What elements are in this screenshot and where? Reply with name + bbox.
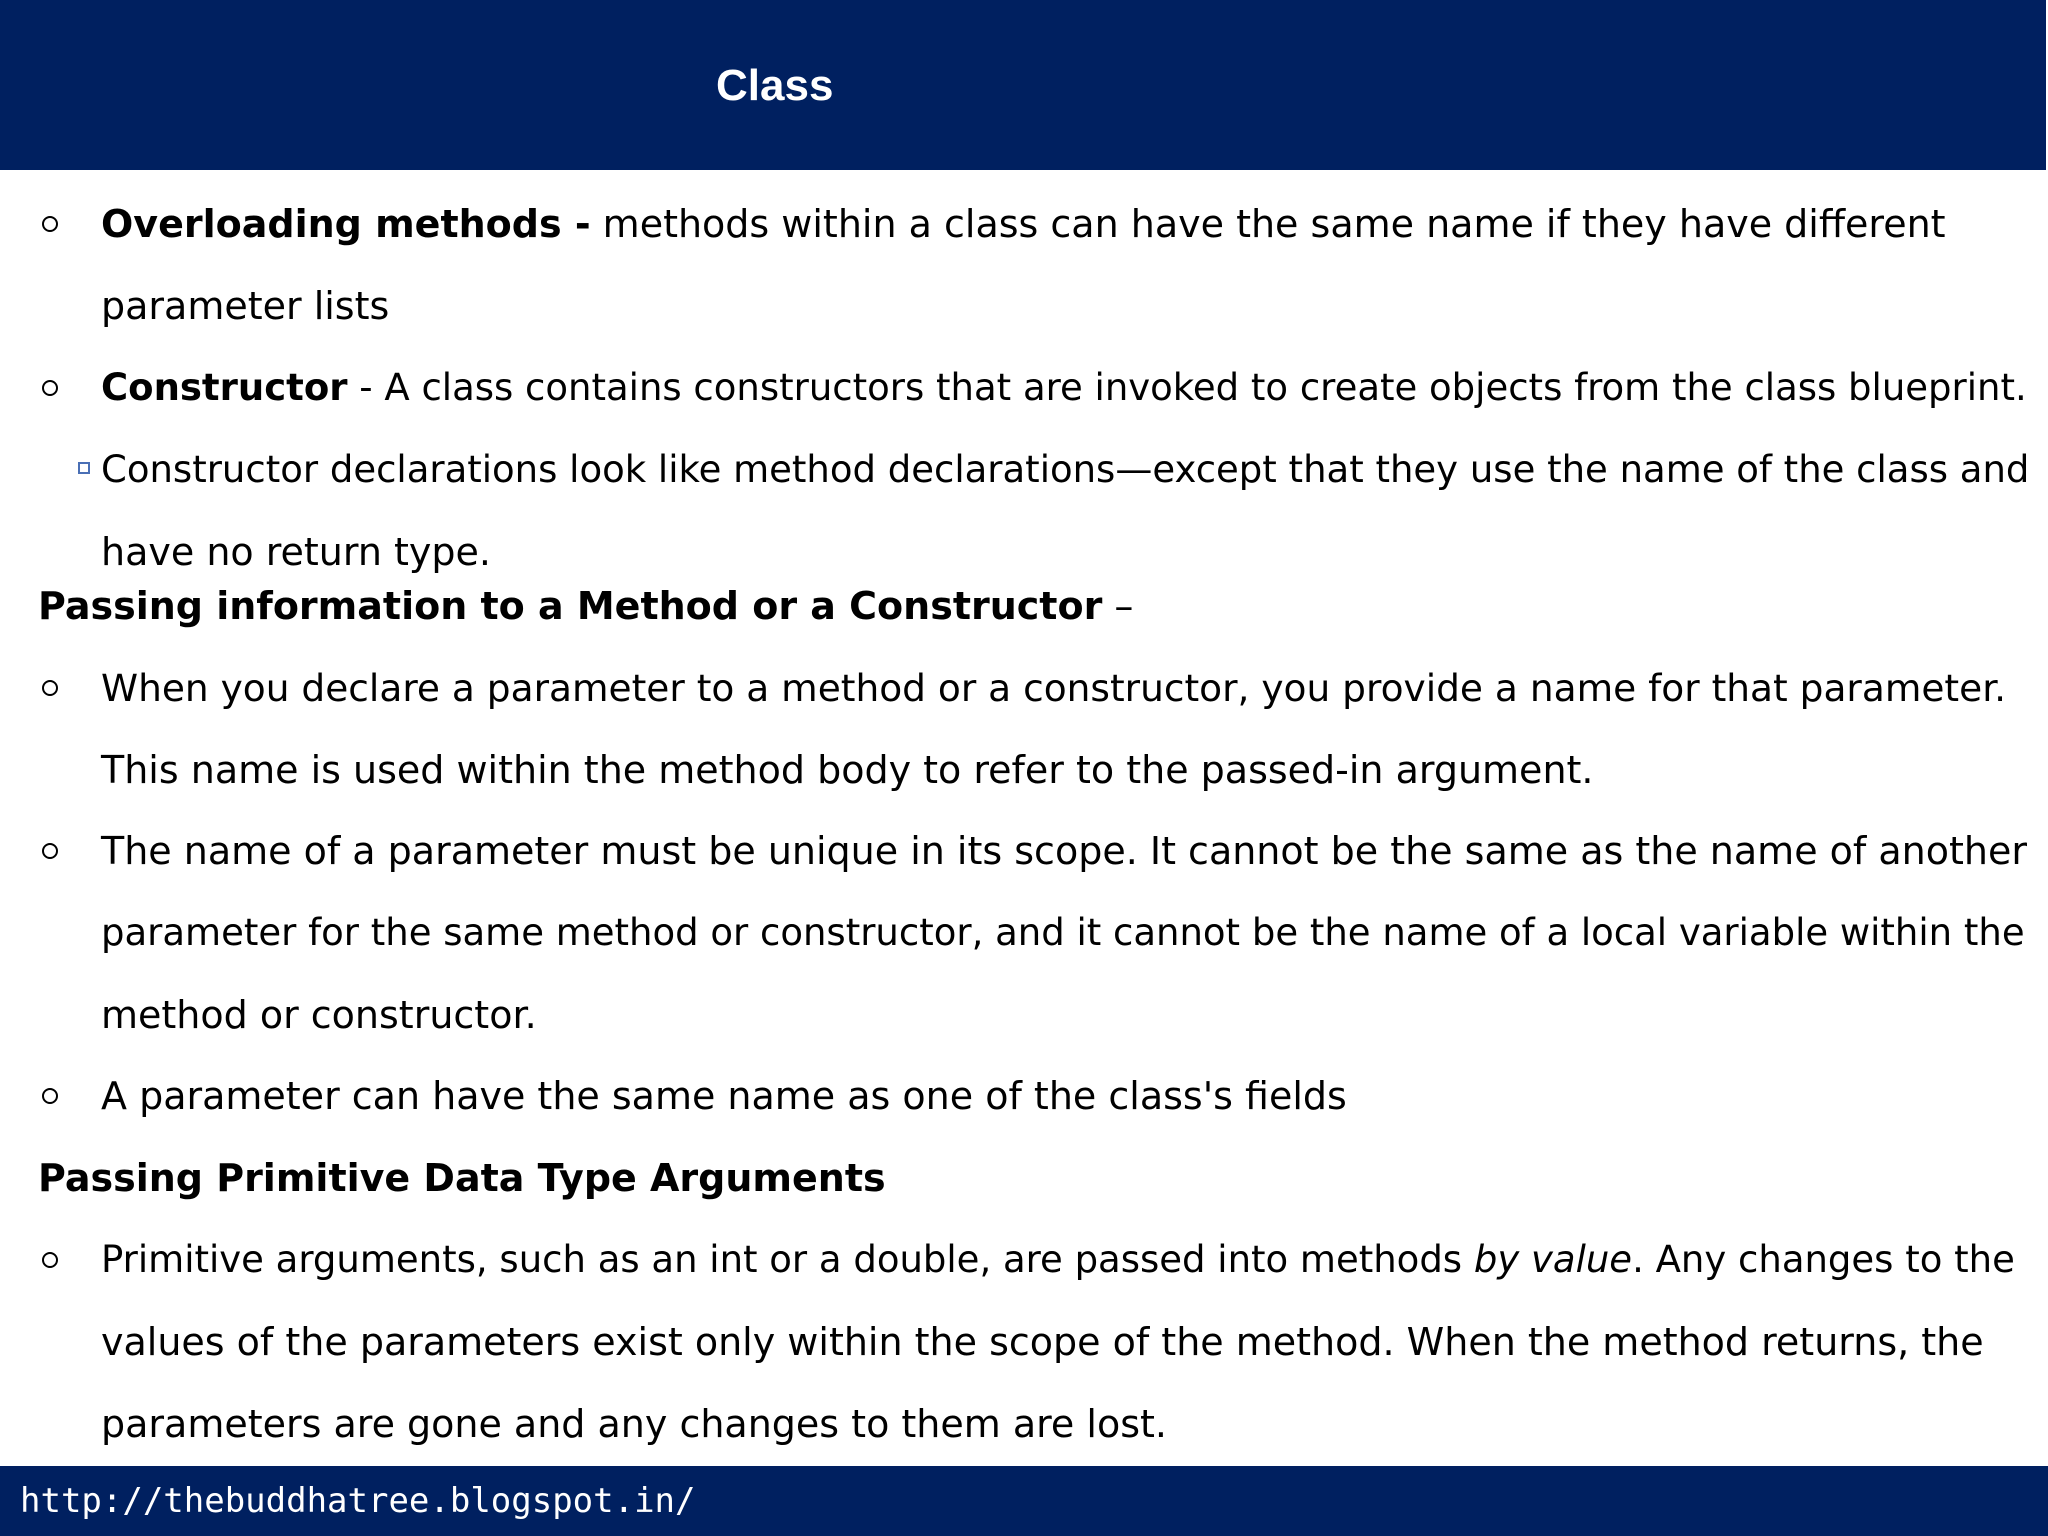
bullet-icon (42, 1252, 58, 1268)
list-item-constructor (101, 364, 2027, 412)
list-item-unique-name: The name of a parameter must be unique in its scope. It cannot be the same as the name of another (101, 829, 2027, 873)
item-text: methods within a class can have the same name if they have different (590, 202, 1946, 246)
bullet-icon (42, 843, 58, 859)
emphasis-by-value: by value (1473, 1238, 1633, 1281)
item-text: - A class contains constructors that are invoked to create objects from the class blueprint. (347, 366, 2027, 409)
list-item-declare-parameter: When you declare a parameter to a method or a constructor, you provide a name for that parameter. (101, 666, 2007, 710)
sub-bullet-icon (78, 462, 90, 474)
list-item-continuation: This name is used within the method body to refer to the passed-in argument. (101, 748, 1594, 792)
footer-url: http://thebuddhatree.blogspot.in/ (20, 1481, 696, 1521)
bullet-icon (42, 216, 58, 232)
list-item-constructor-declarations: Constructor declarations look like method declarations—except that they use the name of the class and (101, 448, 2030, 491)
list-item-continuation: parameter lists (101, 284, 390, 328)
slide-footer (0, 1466, 2048, 1536)
bullet-icon (42, 1088, 58, 1104)
list-item-primitive-by-value: Primitive arguments, such as an int or a double, are passed into methods by value. Any changes to the (101, 1238, 2015, 1281)
list-item-same-name-fields: A parameter can have the same name as one of the class's fields (101, 1074, 1347, 1118)
bullet-icon (42, 680, 58, 696)
slide-title: Class (716, 61, 834, 110)
section-heading-primitive-arguments: Passing Primitive Data Type Arguments (38, 1156, 886, 1200)
term-constructor: Constructor (101, 366, 348, 409)
list-item-continuation: parameters are gone and any changes to them are lost. (101, 1402, 1167, 1446)
term-overloading: Overloading methods - (101, 202, 591, 246)
section-heading-passing-information: Passing information to a Method or a Constructor – (38, 584, 1134, 628)
bullet-icon (42, 380, 58, 396)
list-item-continuation: parameter for the same method or constructor, and it cannot be the name of a local variable within the (101, 911, 2025, 954)
list-item-overloading (101, 200, 1946, 248)
list-item-continuation: have no return type. (101, 530, 491, 574)
list-item-continuation: method or constructor. (101, 993, 537, 1037)
list-item-continuation: values of the parameters exist only within the scope of the method. When the method returns, the (101, 1320, 1984, 1364)
